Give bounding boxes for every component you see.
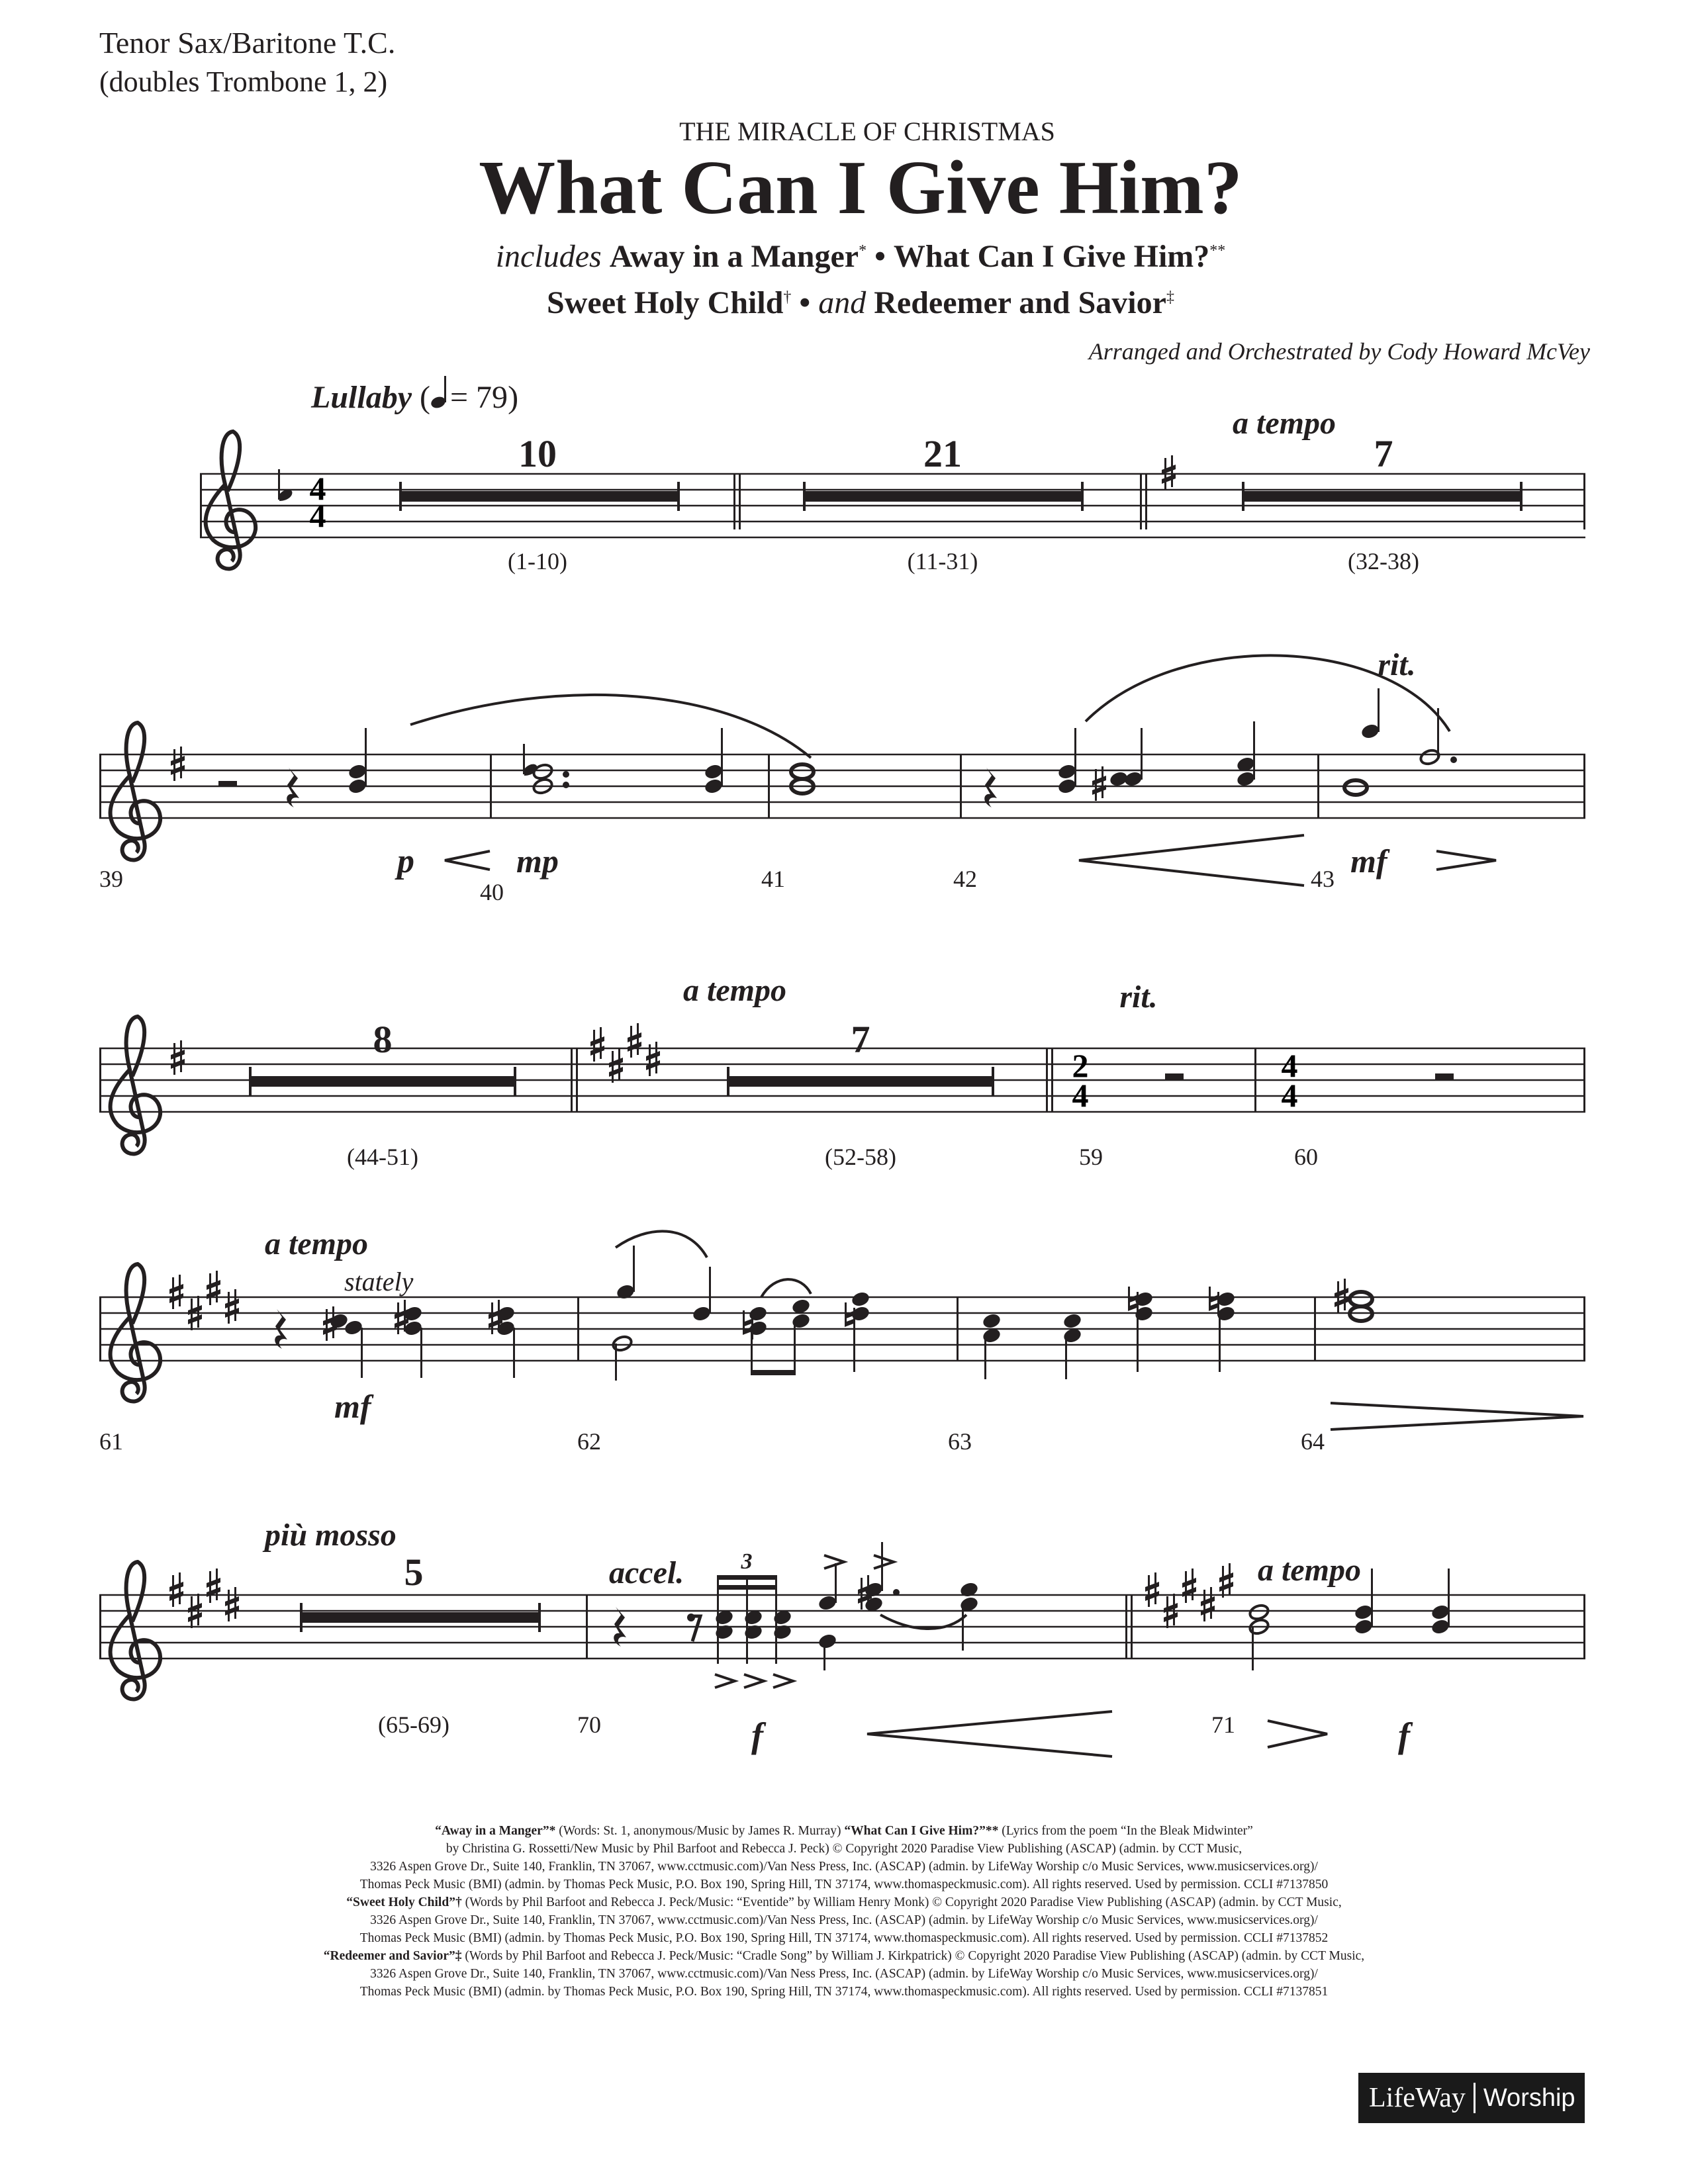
includes-word: includes (495, 239, 602, 274)
copyright-text: 3326 Aspen Grove Dr., Suite 140, Franklin, TN 37067, www.cctmusic.com)/Van Ness Press, Inc. (ASCAP) (admin. by LifeWay Worship c/o Music Services, www.musicservices.org)/ (370, 1913, 1318, 1927)
song2-mark: ** (1209, 242, 1226, 259)
copyright-text: (Words by Phil Barfoot and Rebecca J. Peck/Music: “Cradle Song” by William J. Kirkpatrick) © Copyright 2020 Paradise View Publishing (ASCAP) (admin. by CCT Music, (461, 1949, 1365, 1963)
copyright-line (99, 1876, 1589, 1893)
copyright-line (99, 1822, 1589, 1840)
rit-marking: rit. (1378, 647, 1416, 682)
copyright-line (99, 1983, 1589, 2001)
time-sig-bottom: 4 (309, 497, 326, 534)
logo-lifeway: LifeWay (1369, 2083, 1466, 2113)
copyright-text: (Words: St. 1, anonymous/Music by James R. Murray) (555, 1824, 845, 1838)
tempo-open-paren: ( (420, 380, 430, 415)
tempo-close-paren: ) (508, 380, 519, 415)
rest-count: 7 (1374, 432, 1393, 475)
copyright-notice (99, 1822, 1589, 2001)
song-redeemer-and-savior: Redeemer and Savior (874, 285, 1166, 320)
dynamic-mf: mf (1350, 842, 1387, 880)
measure-number: 39 (99, 866, 123, 892)
a-tempo-marking: a tempo (683, 973, 786, 1008)
piu-mosso-marking: più mosso (265, 1518, 397, 1553)
measure-number: 40 (480, 879, 504, 905)
copyright-line (99, 1929, 1589, 1947)
instrument-doubles: (doubles Trombone 1, 2) (99, 66, 388, 98)
measure-number: 71 (1211, 1711, 1235, 1738)
rest-count: 5 (404, 1551, 424, 1594)
staff-lines (99, 474, 1585, 1659)
arranger-credit: Arranged and Orchestrated by Cody Howard McVey (1088, 338, 1590, 365)
time-sig-bottom: 4 (1072, 1077, 1089, 1114)
copyright-line (99, 1893, 1589, 1911)
rest-count: 8 (373, 1018, 393, 1061)
song4-mark: ‡ (1166, 289, 1174, 306)
key-sharp (1162, 455, 1176, 490)
time-sig-bottom: 4 (1281, 1077, 1298, 1114)
rest-count: 21 (923, 432, 962, 475)
bullet: • (874, 239, 886, 274)
measure-number: 64 (1301, 1428, 1325, 1455)
dynamic-mp: mp (516, 842, 559, 880)
measure-number: 41 (761, 866, 785, 892)
lifeway-worship-logo (1358, 2073, 1585, 2123)
rest-range: (44-51) (347, 1144, 418, 1170)
copyright-song-title: “Away in a Manger”* (435, 1824, 556, 1838)
rit-marking: rit. (1119, 979, 1158, 1015)
multi-rest-bar (400, 491, 679, 502)
copyright-song-title: “What Can I Give Him?”** (844, 1824, 999, 1838)
rest-count: 7 (851, 1018, 870, 1061)
measure-number: 70 (577, 1711, 601, 1738)
whole-rest (1435, 1073, 1454, 1079)
copyright-text: (Words by Phil Barfoot and Rebecca J. Peck/Music: “Eventide” by William Henry Monk) © Copyright 2020 Paradise View Publishing (ASCAP) (admin. by CCT Music, (461, 1895, 1342, 1909)
whole-rest (1165, 1073, 1184, 1079)
song-away-in-a-manger: Away in a Manger (609, 239, 859, 274)
dynamic-f: f (1398, 1715, 1410, 1755)
copyright-text: 3326 Aspen Grove Dr., Suite 140, Franklin, TN 37067, www.cctmusic.com)/Van Ness Press, Inc. (ASCAP) (admin. by LifeWay Worship c/o Music Services, www.musicservices.org)/ (370, 1967, 1318, 1981)
rest-range: (11-31) (907, 548, 978, 574)
stately-marking: stately (344, 1267, 414, 1297)
logo-worship: Worship (1483, 2083, 1575, 2112)
accel-marking: accel. (609, 1555, 684, 1590)
treble-clef (111, 723, 160, 860)
a-tempo-marking: a tempo (1258, 1553, 1361, 1588)
measure-number: 42 (953, 866, 977, 892)
song3-mark: † (783, 289, 792, 306)
barline (99, 754, 101, 818)
multi-rest-bar (728, 1076, 993, 1087)
barline (200, 474, 202, 537)
time-sig-top: 2 (1072, 1047, 1089, 1084)
copyright-text: by Christina G. Rossetti/New Music by Phil Barfoot and Rebecca J. Peck) © Copyright 2020 Paradise View Publishing (ASCAP) (admin. by CCT Music, (445, 1842, 1243, 1856)
copyright-line (99, 1858, 1589, 1876)
system-3 (111, 1017, 1585, 1154)
time-sig-top: 4 (1281, 1047, 1298, 1084)
measure-number: 60 (1294, 1144, 1318, 1170)
copyright-song-title: “Sweet Holy Child”† (346, 1895, 462, 1909)
measure-number: 59 (1079, 1144, 1103, 1170)
song-what-can-i-give-him: What Can I Give Him? (893, 239, 1210, 274)
measure-number: 63 (948, 1428, 972, 1455)
treble-clef (111, 1017, 160, 1154)
copyright-text: Thomas Peck Music (BMI) (admin. by Thomas Peck Music, P.O. Box 190, Spring Hill, TN 37174, www.thomaspeckmusic.com). All rights reserved. Used by permission. CCLI #7137850 (359, 1878, 1329, 1891)
treble-clef (206, 432, 256, 569)
multi-rest-bar (804, 491, 1082, 502)
tuplet-number: 3 (741, 1549, 753, 1574)
tempo-bpm: = 79 (449, 380, 508, 415)
logo-divider (1474, 2083, 1476, 2113)
copyright-text: (Lyrics from the poem “In the Bleak Midwinter” (998, 1824, 1253, 1838)
system-5 (111, 1542, 1585, 1756)
dynamic-mf: mf (334, 1388, 371, 1425)
a-tempo-marking: a tempo (265, 1226, 368, 1261)
multi-rest-bar (1243, 491, 1521, 502)
half-rest (218, 781, 237, 787)
and-word: and (818, 285, 867, 320)
dynamic-p: p (397, 842, 414, 880)
copyright-text: Thomas Peck Music (BMI) (admin. by Thomas Peck Music, P.O. Box 190, Spring Hill, TN 37174, www.thomaspeckmusic.com). All rights reserved. Used by permission. CCLI #7137851 (359, 1985, 1329, 1999)
a-tempo-marking: a tempo (1233, 406, 1336, 441)
treble-clef (111, 1562, 160, 1700)
song-sweet-holy-child: Sweet Holy Child (547, 285, 784, 320)
treble-clef (111, 1264, 160, 1402)
measure-number: 62 (577, 1428, 601, 1455)
rest-range: (52-58) (825, 1144, 896, 1170)
copyright-line (99, 1947, 1589, 1965)
measure-number: 43 (1311, 866, 1335, 892)
dynamic-f: f (751, 1715, 763, 1755)
barline (99, 1048, 101, 1112)
multi-rest-bar (250, 1076, 515, 1087)
copyright-text: 3326 Aspen Grove Dr., Suite 140, Franklin, TN 37067, www.cctmusic.com)/Van Ness Press, Inc. (ASCAP) (admin. by LifeWay Worship c/o Music Services, www.musicservices.org)/ (370, 1860, 1318, 1874)
copyright-line (99, 1911, 1589, 1929)
song1-mark: * (859, 242, 867, 259)
tempo-word: Lullaby (311, 380, 412, 415)
bullet: • (799, 285, 811, 320)
barline (99, 1297, 101, 1361)
key-sharp (171, 1040, 185, 1075)
key-sharp (171, 747, 185, 781)
measure-number: 61 (99, 1428, 123, 1455)
barline (99, 1595, 101, 1659)
collection-title: THE MIRACLE OF CHRISTMAS (679, 116, 1055, 146)
rest-range: (1-10) (508, 548, 567, 574)
copyright-text: Thomas Peck Music (BMI) (admin. by Thomas Peck Music, P.O. Box 190, Spring Hill, TN 37174, www.thomaspeckmusic.com). All rights reserved. Used by permission. CCLI #7137852 (359, 1931, 1329, 1945)
rest-range: (65-69) (378, 1711, 449, 1738)
rest-range: (32-38) (1348, 548, 1419, 574)
instrument-name: Tenor Sax/Baritone T.C. (99, 26, 396, 60)
copyright-line (99, 1840, 1589, 1858)
page-title: What Can I Give Him? (479, 146, 1243, 230)
multi-rest-bar (301, 1612, 539, 1623)
copyright-song-title: “Redeemer and Savior”‡ (323, 1949, 462, 1963)
copyright-line (99, 1965, 1589, 1983)
rest-count: 10 (518, 432, 557, 475)
time-sig-top: 4 (309, 470, 326, 507)
